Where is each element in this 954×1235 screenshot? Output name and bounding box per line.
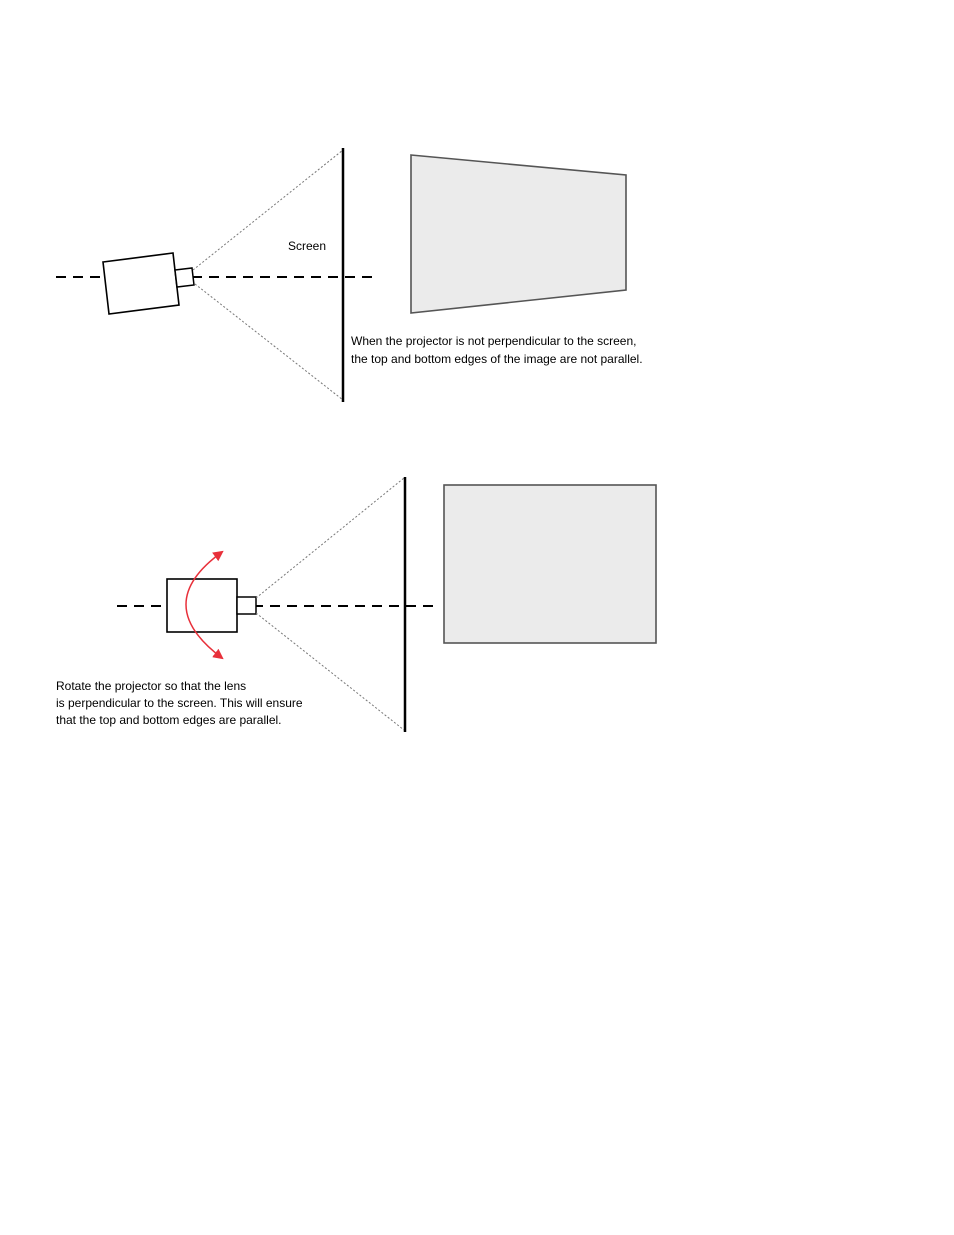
diagram-straight-projector — [56, 477, 656, 732]
keystoned-image — [411, 155, 626, 313]
screen-label: Screen — [288, 239, 327, 253]
corrected-image — [444, 485, 656, 643]
caption-top: When the projector is not perpendicular to the screen, the top and bottom edges of the image are not parallel. — [351, 334, 643, 366]
projection-beam — [256, 478, 404, 730]
projector-body — [103, 253, 179, 314]
projector-straight-icon — [167, 579, 256, 632]
projector-tilted-icon — [103, 253, 194, 314]
caption-bottom: Rotate the projector so that the lens is perpendicular to the screen. This will ensure that the top and bottom edges are parallel. — [56, 679, 303, 727]
projector-lens — [175, 268, 194, 287]
diagram-tilted-projector — [56, 148, 643, 402]
projection-beam — [193, 150, 343, 400]
projector-lens — [237, 597, 256, 614]
projector-body — [167, 579, 237, 632]
